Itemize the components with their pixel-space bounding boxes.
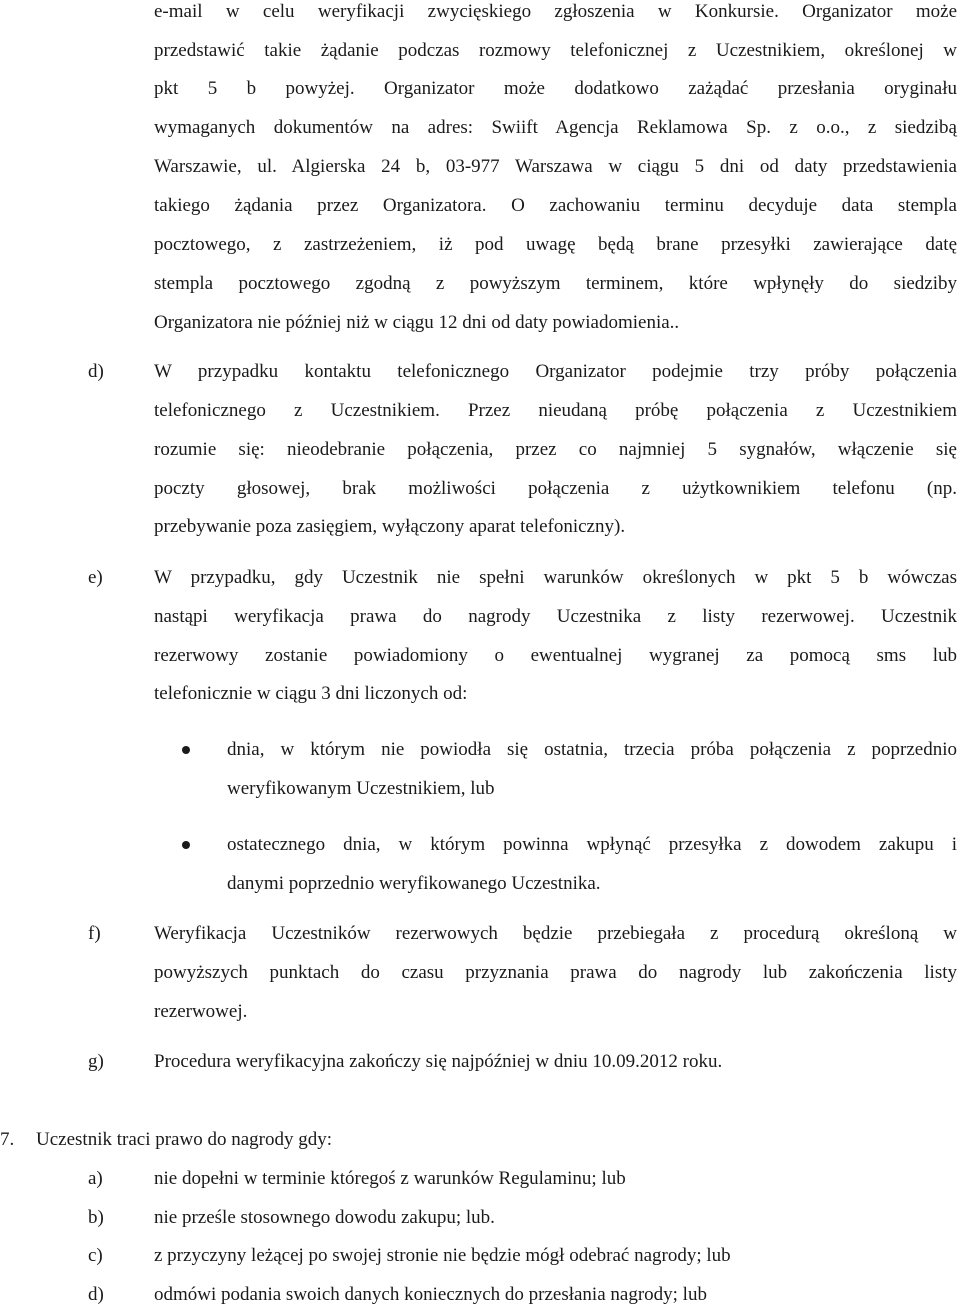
text-line: Procedura weryfikacyjna zakończy się najpóźniej w dniu 10.09.2012 roku.: [154, 1051, 723, 1072]
text-line: ostatecznego dnia, w którym powinna wpłynąć przesyłka z dowodem zakupu i: [227, 834, 957, 855]
bullet-icon: [182, 746, 190, 754]
text-line: nastąpi weryfikacja prawa do nagrody Uczestnika z listy rezerwowej. Uczestnik: [154, 606, 957, 627]
item-label: e): [88, 567, 103, 588]
text-line: z przyczyny leżącej po swojej stronie nie będzie mógł odebrać nagrody; lub: [154, 1245, 731, 1266]
item-label: d): [88, 1284, 104, 1305]
text-line: przedstawić takie żądanie podczas rozmowy telefonicznej z Uczestnikiem, określonej w: [154, 40, 957, 61]
text-line: stempla pocztowego zgodną z powyższym terminem, które wpłynęły do siedziby: [154, 273, 957, 294]
text-line: pocztowego, z zastrzeżeniem, iż pod uwagę będą brane przesyłki zawierające datę: [154, 234, 957, 255]
text-line: odmówi podania swoich danych koniecznych do przesłania nagrody; lub: [154, 1284, 707, 1305]
text-line: rezerwowy zostanie powiadomiony o ewentualnej wygranej za pomocą sms lub: [154, 645, 957, 666]
text-line: W przypadku kontaktu telefonicznego Organizator podejmie trzy próby połączenia: [154, 361, 957, 382]
text-line: wymaganych dokumentów na adres: Swiift Agencja Reklamowa Sp. z o.o., z siedzibą: [154, 117, 957, 138]
text-line: powyższych punktach do czasu przyznania prawa do nagrody lub zakończenia listy: [154, 962, 957, 983]
item-label: f): [88, 923, 101, 944]
text-line: nie prześle stosownego dowodu zakupu; lub.: [154, 1207, 495, 1228]
text-line: dnia, w którym nie powiodła się ostatnia, trzecia próba połączenia z poprzednio: [227, 739, 957, 760]
text-line: danymi poprzednio weryfikowanego Uczestnika.: [227, 873, 601, 894]
text-line: Warszawie, ul. Algierska 24 b, 03-977 Warszawa w ciągu 5 dni od daty przedstawienia: [154, 156, 957, 177]
text-line: nie dopełni w terminie któregoś z warunków Regulaminu; lub: [154, 1168, 626, 1189]
text-line: telefonicznego z Uczestnikiem. Przez nieudaną próbę połączenia z Uczestnikiem: [154, 400, 957, 421]
section-number: 7.: [0, 1129, 15, 1150]
text-line: pkt 5 b powyżej. Organizator może dodatkowo zażądać przesłania oryginału: [154, 78, 957, 99]
text-line: rezerwowej.: [154, 1001, 248, 1022]
section-heading: Uczestnik traci prawo do nagrody gdy:: [36, 1129, 332, 1150]
item-label: g): [88, 1051, 104, 1072]
item-label: a): [88, 1168, 103, 1189]
item-label: c): [88, 1245, 103, 1266]
text-line: rozumie się: nieodebranie połączenia, przez co najmniej 5 sygnałów, włączenie się: [154, 439, 957, 460]
text-line: Weryfikacja Uczestników rezerwowych będzie przebiegała z procedurą określoną w: [154, 923, 957, 944]
text-line: Organizatora nie później niż w ciągu 12 dni od daty powiadomienia..: [154, 312, 680, 333]
text-line: weryfikowanym Uczestnikiem, lub: [227, 778, 495, 799]
text-line: e-mail w celu weryfikacji zwycięskiego zgłoszenia w Konkursie. Organizator może: [154, 1, 957, 22]
item-label: d): [88, 361, 104, 382]
item-label: b): [88, 1207, 104, 1228]
text-line: telefonicznie w ciągu 3 dni liczonych od:: [154, 683, 468, 704]
text-line: poczty głosowej, brak możliwości połączenia z użytkownikiem telefonu (np.: [154, 478, 957, 499]
text-line: W przypadku, gdy Uczestnik nie spełni warunków określonych w pkt 5 b wówczas: [154, 567, 957, 588]
text-line: takiego żądania przez Organizatora. O zachowaniu terminu decyduje data stempla: [154, 195, 957, 216]
bullet-icon: [182, 841, 190, 849]
text-line: przebywanie poza zasięgiem, wyłączony aparat telefoniczny).: [154, 516, 626, 537]
